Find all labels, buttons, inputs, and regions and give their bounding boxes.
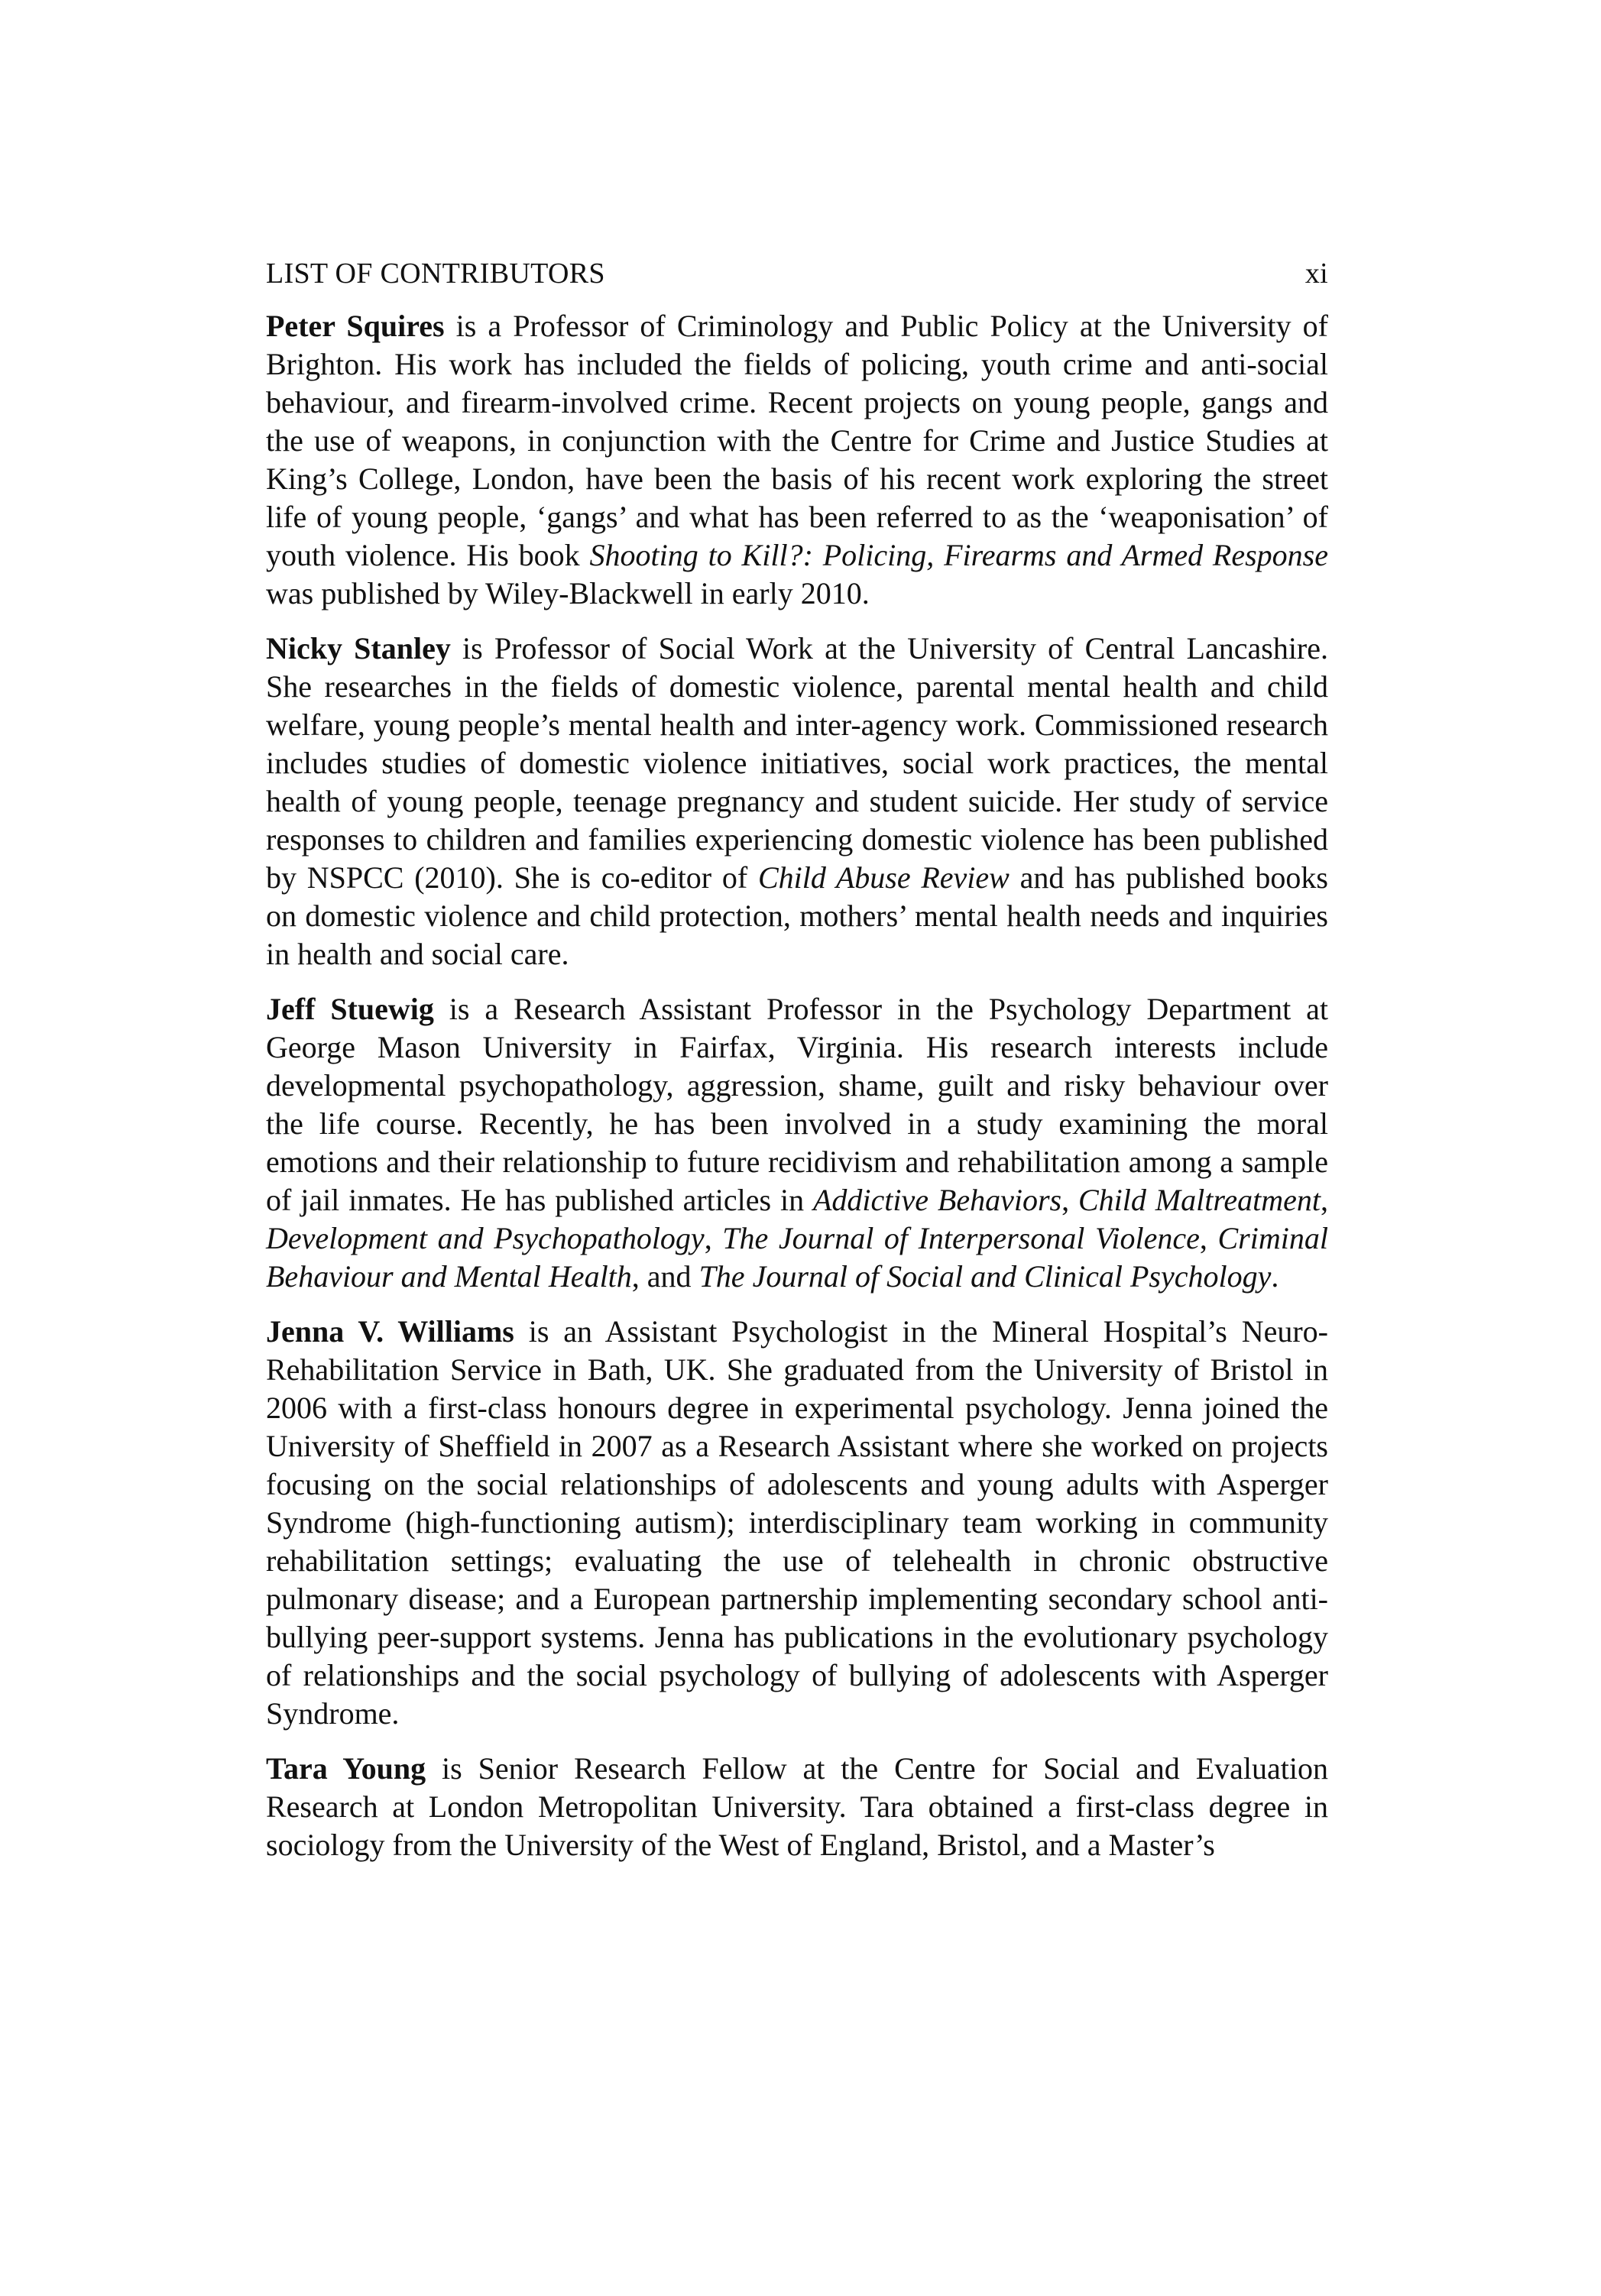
publication-title: Criminal Behaviour and Mental Health [266,1221,1328,1294]
running-head [266,254,1328,293]
bio-text: , and [631,1259,699,1294]
contributor-list [266,307,1328,1864]
publication-title: The Journal of Interpersonal Violence [722,1221,1200,1255]
contributor-name: Nicky Stanley [266,631,451,665]
publication-title: Shooting to Kill?: Policing, Firearms and Armed Response [589,538,1328,572]
contributor-name: Jenna V. Williams [266,1314,514,1349]
bio-text: is a Research Assistant Professor in the Psychology Department at George Mason University in Fairfax, Virginia. His research interests include developmental psychopathology, aggression, shame, guilt and risky behaviour over the life course. Recently, he has been involved in a study examining the moral emotions and their relationship to future recidivism and rehabilitation among a sample of jail inmates. He has published articles in [266,992,1328,1217]
bio-text: , [1061,1183,1078,1217]
contributor-entry [266,1750,1328,1864]
contributor-entry [266,990,1328,1296]
bio-text: , [1321,1183,1329,1217]
contributor-name: Jeff Stuewig [266,992,434,1026]
bio-text: and has published books on domestic violence and child protection, mothers’ mental health needs and inquiries in health and social care. [266,860,1328,971]
bio-text: is a Professor of Criminology and Public Policy at the University of Brighton. His work has included the fields of policing, youth crime and anti-social behaviour, and firearm-involved crime. Recent projects on young people, gangs and the use of weapons, in conjunction with the Centre for Crime and Justice Studies at King’s College, London, have been the basis of his recent work exploring the street life of young people, ‘gangs’ and what has been referred to as the ‘weaponisation’ of youth violence. His book [266,309,1328,572]
contributor-name: Tara Young [266,1751,426,1786]
bio-text: is an Assistant Psychologist in the Mineral Hospital’s Neuro-Rehabilitation Service in Bath, UK. She graduated from the University of Bristol in 2006 with a first-class honours degree in experimental psychology. Jenna joined the University of Sheffield in 2007 as a Research Assistant where she worked on projects focusing on the social relationships of adolescents and young adults with Asperger Syndrome (high-functioning autism); interdisciplinary team working in community rehabilitation settings; evaluating the use of telehealth in chronic obstructive pulmonary disease; and a European partnership implementing secondary school anti-bullying peer-support systems. Jenna has publications in the evolutionary psychology of relationships and the social psychology of bullying of adolescents with Asperger Syndrome. [266,1314,1328,1731]
publication-title: The Journal of Social and Clinical Psychology [698,1259,1272,1294]
page-content [266,254,1328,1881]
bio-text: is Senior Research Fellow at the Centre for Social and Evaluation Research at London Metropolitan University. Tara obtained a first-class degree in sociology from the University of the West of England, Bristol, and a Master’s [266,1751,1328,1862]
publication-title: Child Abuse Review [757,860,1010,895]
publication-title: Addictive Behaviors [812,1183,1062,1217]
contributor-entry [266,307,1328,613]
contributor-entry [266,630,1328,973]
contributor-entry [266,1313,1328,1733]
section-title: LIST OF CONTRIBUTORS [266,257,605,290]
page-number: xi [1304,257,1328,290]
bio-text: , [1199,1221,1218,1255]
publication-title: Child Maltreatment [1078,1183,1321,1217]
bio-text: , [704,1221,723,1255]
contributor-name: Peter Squires [266,309,445,343]
bio-text: . [1271,1259,1279,1294]
publication-title: Development and Psychopathology [266,1221,705,1255]
bio-text: was published by Wiley-Blackwell in early 2010. [266,576,870,610]
bio-text: is Professor of Social Work at the University of Central Lancashire. She researches in the fields of domestic violence, parental mental health and child welfare, young people’s mental health and inter-agency work. Commissioned research includes studies of domestic violence initiatives, social work practices, the mental health of young people, teenage pregnancy and student suicide. Her study of service responses to children and families experiencing domestic violence has been published by NSPCC (2010). She is co-editor of [266,631,1329,895]
